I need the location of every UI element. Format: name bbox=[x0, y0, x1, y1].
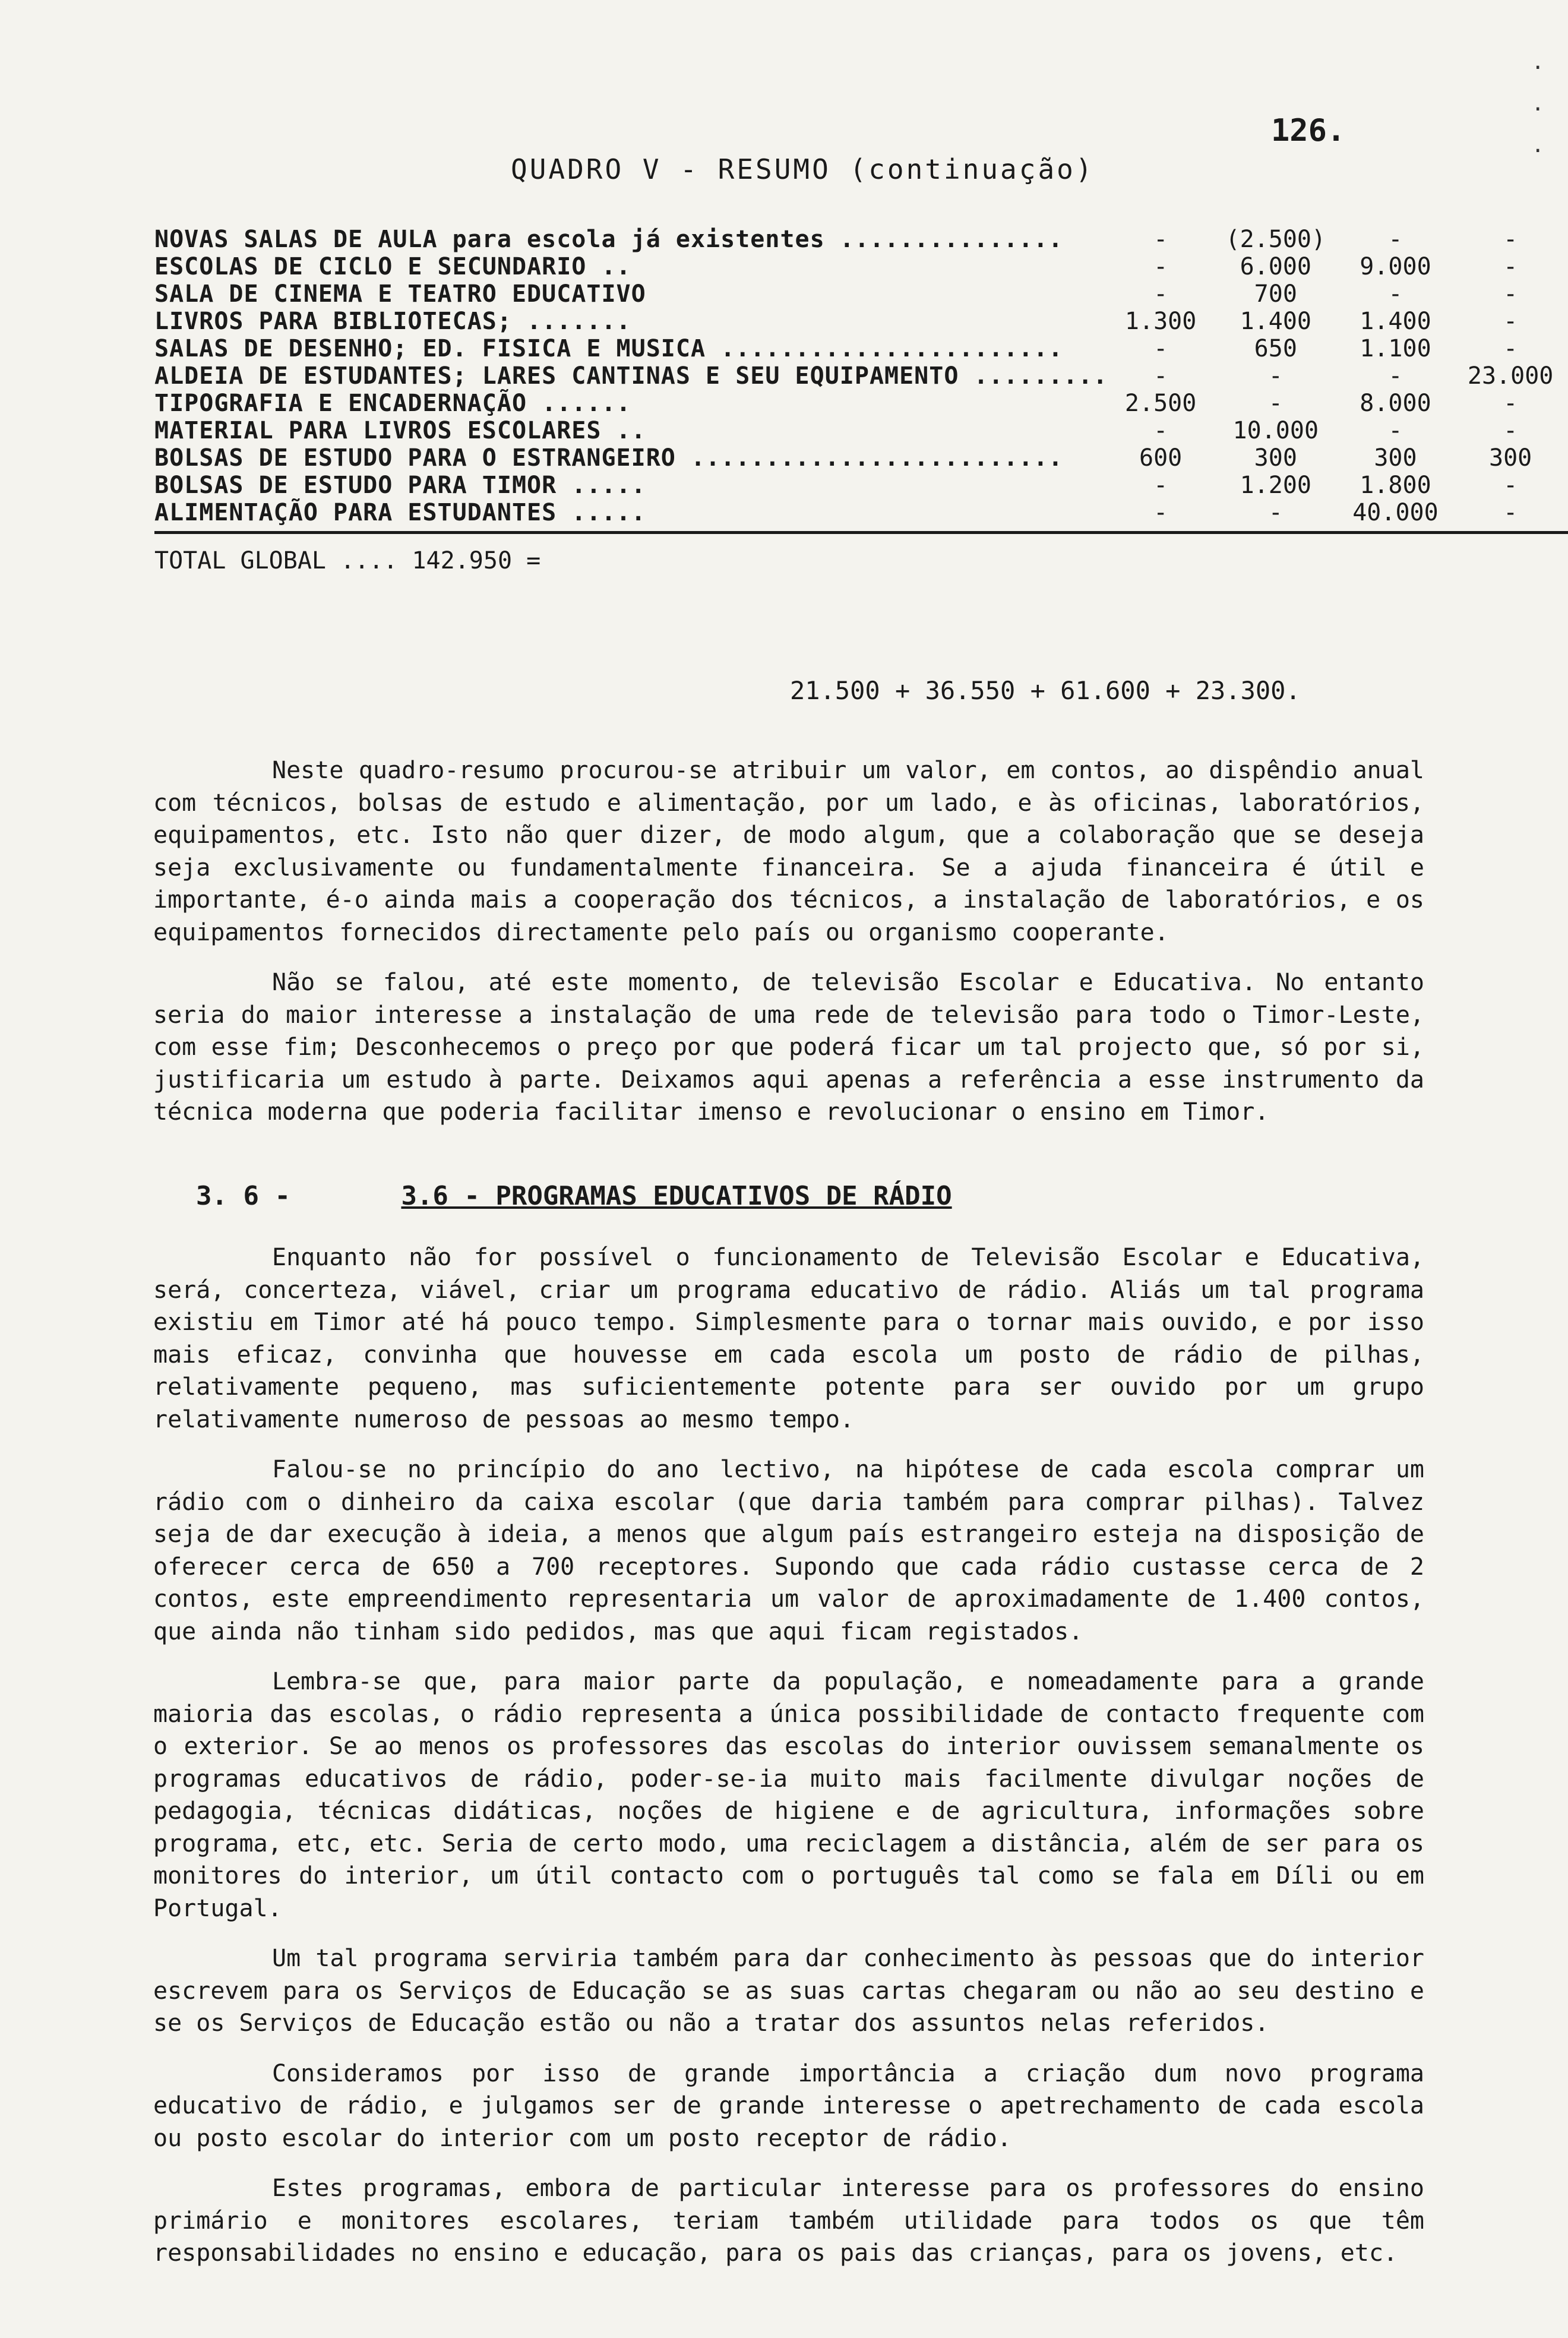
table-value: - bbox=[1503, 226, 1518, 253]
table-value: 1.400 bbox=[1240, 308, 1311, 335]
table-value: - bbox=[1153, 417, 1168, 444]
table-row bbox=[154, 472, 1568, 499]
table-value: - bbox=[1153, 253, 1168, 280]
table-item-label: SALA DE CINEMA E TEATRO EDUCATIVO bbox=[154, 280, 646, 308]
table-value: 1.300 bbox=[1124, 308, 1197, 335]
table-value: 700 bbox=[1254, 280, 1297, 308]
table-value: 300 bbox=[1489, 444, 1532, 472]
table-value: 1.200 bbox=[1240, 472, 1311, 499]
table-value: 9.000 bbox=[1360, 253, 1431, 280]
paragraph: Enquanto não for possível o funcionamento de Televisão Escolar e Educativa, será, concerteza, viável, criar um programa educativo de rádio. Aliás um tal programa existiu em Timor até há pouco tempo. Simplesmente para o tornar mais ouvido, e por isso mais eficaz, convinha que houvesse em cada escola um posto de rádio de pilhas, relativamente pequeno, mas suficientemente potente para ser ouvido por um grupo relativamente numeroso de pessoas ao mesmo tempo. bbox=[153, 1244, 1424, 1433]
table-value: - bbox=[1503, 280, 1518, 308]
table-value: 10.000 bbox=[1232, 417, 1319, 444]
table-row bbox=[154, 444, 1568, 472]
summary-table bbox=[154, 226, 1568, 574]
table-row bbox=[154, 362, 1568, 390]
table-row bbox=[154, 308, 1568, 335]
paragraph: Não se falou, até este momento, de televisão Escolar e Educativa. No entanto seria do maior interesse a instalação de uma rede de televisão para todo o Timor-Leste, com esse fim; Desconhecemos o preço por que poderá ficar um tal projecto que, só por si, justificaria um estudo à parte. Deixamos aqui apenas a referência a esse instrumento da técnica moderna que poderia facilitar imenso e revolucionar o ensino em Timor. bbox=[153, 969, 1424, 1126]
table-value: 23.000 bbox=[1467, 362, 1554, 390]
paragraph: Lembra-se que, para maior parte da população, e nomeadamente para a grande maioria das escolas, o rádio representa a única possibilidade de contacto frequente com o exterior. Se ao menos os professores das escolas do interior ouvissem semanalmente os programas educativos de rádio, poder-se-ia muito mais facilmente divulgar noções de pedagogia, técnicas didáticas, noções de higiene e de agricultura, informações sobre programa, etc, etc. Seria de certo modo, uma reciclagem a distância, além de ser para os monitores do interior, um útil contacto com o português tal como se fala em Díli ou em Portugal. bbox=[153, 1668, 1424, 1922]
table-row bbox=[154, 226, 1568, 253]
section-number: 3. 6 - bbox=[196, 1181, 290, 1211]
table-item-label: ESCOLAS DE CICLO E SECUNDARIO .. bbox=[154, 253, 631, 280]
table-row bbox=[154, 417, 1568, 444]
table-value: 6.000 bbox=[1240, 253, 1311, 280]
section-heading bbox=[196, 1181, 952, 1211]
paragraph: Consideramos por isso de grande importância a criação dum novo programa educativo de rádio, e julgamos ser de grande interesse o apetrechamento de cada escola ou posto escolar do interior com um posto receptor de rádio. bbox=[153, 2059, 1424, 2152]
table-item-label: TIPOGRAFIA E ENCADERNAÇÃO ...... bbox=[154, 390, 631, 417]
table-value: - bbox=[1268, 390, 1283, 417]
table-value: - bbox=[1453, 499, 1568, 533]
table-item-label: LIVROS PARA BIBLIOTECAS; ....... bbox=[154, 308, 631, 335]
table-value: - bbox=[1503, 308, 1518, 335]
table-row bbox=[154, 390, 1568, 417]
table-value: - bbox=[1503, 390, 1518, 417]
margin-marks: · · · bbox=[1531, 56, 1544, 163]
total-sum: 21.500 + 36.550 + 61.600 + 23.300. bbox=[790, 676, 1301, 705]
table-value: - bbox=[1268, 362, 1283, 390]
table-value: - bbox=[1503, 253, 1518, 280]
table-value: 1.800 bbox=[1360, 472, 1431, 499]
table-value: 300 bbox=[1374, 444, 1417, 472]
quadro-title: QUADRO V - RESUMO (continuação) bbox=[511, 153, 1095, 185]
table-item-label: BOLSAS DE ESTUDO PARA O ESTRANGEIRO ......................... bbox=[154, 444, 1064, 472]
table-item-label: ALIMENTAÇÃO PARA ESTUDANTES ..... bbox=[154, 499, 1108, 533]
paragraph: Estes programas, embora de particular interesse para os professores do ensino primário e monitores escolares, teriam também utilidade para todos os que têm responsabilidades no ensino e educação, para os pais das crianças, para os jovens, etc. bbox=[153, 2175, 1424, 2267]
table-value: - bbox=[1388, 226, 1403, 253]
table-value: - bbox=[1153, 472, 1168, 499]
table-value: - bbox=[1153, 280, 1168, 308]
table-row bbox=[154, 499, 1568, 533]
table-value: 1.100 bbox=[1360, 335, 1431, 362]
table-value: 40.000 bbox=[1338, 499, 1453, 533]
table-value: - bbox=[1503, 417, 1518, 444]
table-value: 8.000 bbox=[1360, 390, 1431, 417]
table-value: - bbox=[1213, 499, 1338, 533]
table-value: - bbox=[1108, 499, 1213, 533]
table-value: - bbox=[1388, 280, 1403, 308]
table-value: 1.400 bbox=[1360, 308, 1431, 335]
page-number: 126. bbox=[1271, 113, 1346, 149]
text-block-radio bbox=[153, 1241, 1424, 2288]
table-value: (2.500) bbox=[1225, 226, 1326, 253]
table-item-label: SALAS DE DESENHO; ED. FISICA E MUSICA ....................... bbox=[154, 335, 1064, 362]
table-value: 300 bbox=[1254, 444, 1297, 472]
table-row bbox=[154, 253, 1568, 280]
table-value: - bbox=[1503, 335, 1518, 362]
text-block-intro bbox=[153, 754, 1424, 1146]
table-value: - bbox=[1388, 362, 1403, 390]
table-value: - bbox=[1153, 335, 1168, 362]
table-total-row bbox=[154, 533, 1568, 575]
section-title: 3.6 - PROGRAMAS EDUCATIVOS DE RÁDIO bbox=[401, 1181, 952, 1211]
table-value: - bbox=[1153, 362, 1168, 390]
table-item-label: NOVAS SALAS DE AULA para escola já existentes ............... bbox=[154, 226, 1064, 253]
table-value: - bbox=[1153, 226, 1168, 253]
table-value: - bbox=[1388, 417, 1403, 444]
total-label: TOTAL GLOBAL .... 142.950 = bbox=[154, 547, 541, 574]
table-value: - bbox=[1503, 472, 1518, 499]
table-row bbox=[154, 280, 1568, 308]
paragraph: Um tal programa serviria também para dar conhecimento às pessoas que do interior escrevem para os Serviços de Educação se as suas cartas chegaram ou não ao seu destino e se os Serviços de Educação estão ou não a tratar dos assuntos nelas referidos. bbox=[153, 1945, 1424, 2037]
table-item-label: BOLSAS DE ESTUDO PARA TIMOR ..... bbox=[154, 472, 646, 499]
table-value: 600 bbox=[1139, 444, 1183, 472]
paragraph: Falou-se no princípio do ano lectivo, na hipótese de cada escola comprar um rádio com o dinheiro da caixa escolar (que daria também para comprar pilhas). Talvez seja de dar execução à ideia, a menos que algum país estrangeiro esteja na disposição de oferecer cerca de 650 a 700 receptores. Supondo que cada rádio custasse cerca de 2 contos, este empreendimento representaria um valor de aproximadamente de 1.400 contos, que ainda não tinham sido pedidos, mas que aqui ficam registados. bbox=[153, 1456, 1424, 1645]
paragraph: Neste quadro-resumo procurou-se atribuir um valor, em contos, ao dispêndio anual com técnicos, bolsas de estudo e alimentação, por um lado, e às oficinas, laboratórios, equipamentos, etc. Isto não quer dizer, de modo algum, que a colaboração que se deseja seja exclusivamente ou fundamentalmente financeira. Se a ajuda financeira é útil e importante, é-o ainda mais a cooperação dos técnicos, a instalação de laboratórios, e os equipamentos fornecidos directamente pelo país ou organismo cooperante. bbox=[153, 757, 1424, 946]
table-value: 650 bbox=[1254, 335, 1297, 362]
table-item-label: MATERIAL PARA LIVROS ESCOLARES .. bbox=[154, 417, 646, 444]
table-row bbox=[154, 335, 1568, 362]
table-value: 2.500 bbox=[1124, 390, 1197, 417]
table-item-label: ALDEIA DE ESTUDANTES; LARES CANTINAS E SEU EQUIPAMENTO ......... bbox=[154, 362, 1108, 390]
